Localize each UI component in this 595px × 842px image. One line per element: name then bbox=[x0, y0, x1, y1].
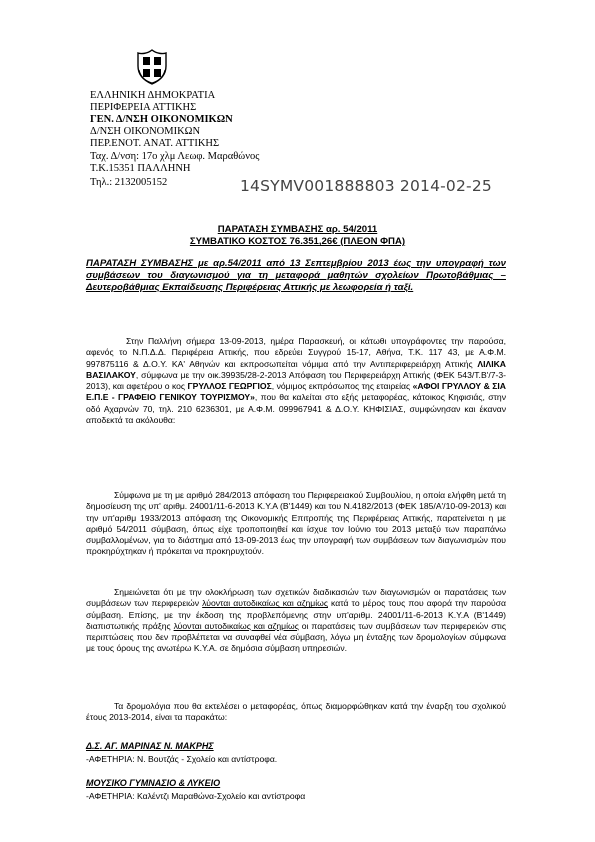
header-line-6: Ταχ. Δ/νση: 17ο χλμ Λεωφ. Μαραθώνος bbox=[90, 151, 260, 162]
para3-underline-2: λύονται αυτοδικαίως και αζημίως bbox=[173, 620, 299, 631]
ada-code: 14SYMV001888803 2014-02-25 bbox=[240, 177, 492, 195]
school-name: ΜΟΥΣΙΚΟ ΓΥΜΝΑΣΙΟ & ΛΥΚΕΙΟ bbox=[86, 778, 221, 788]
school-route: -ΑΦΕΤΗΡΙΑ: Ν. Βουτζάς - Σχολείο και αντίστροφα. bbox=[86, 754, 278, 764]
header-line-8: Τηλ.: 2132005152 bbox=[90, 177, 168, 188]
representative-name: ΛΙΛΙΚΑ ΒΑΣΙΛΑΚΟΥ bbox=[86, 358, 506, 380]
contract-cost: ΣΥΜΒΑΤΙΚΟ ΚΟΣΤΟΣ 76.351,26€ (ΠΛΕΟΝ ΦΠΑ) bbox=[189, 236, 406, 247]
header-line-4: Δ/ΝΣΗ ΟΙΚΟΝΟΜΙΚΩΝ bbox=[90, 126, 201, 137]
subject-heading: ΠΑΡΑΤΑΣΗ ΣΥΜΒΑΣΗΣ με αρ.54/2011 από 13 Σεπτεμβρίου 2013 έως την υπογραφή των συμβάσεων του διαγωνισμού για τη μεταφορά μαθητών σχολείων Πρωτοβάθμιας – Δευτεροβάθμιας Εκπαίδευσης Περιφέρειας Αττικής με λεωφορεία ή ταξί. bbox=[86, 258, 506, 293]
school-route: -ΑΦΕΤΗΡΙΑ: Καλέντζι Μαραθώνα-Σχολείο και αντίστροφα bbox=[86, 791, 306, 801]
para3-underline-1: λύονται αυτοδικαίως και αζημίως bbox=[202, 598, 328, 609]
paragraph-parties bbox=[86, 336, 506, 426]
para4-text: Τα δρομολόγια που θα εκτελέσει ο μεταφορέας, όπως διαμορφώθηκαν κατά την έναρξη του σχολικού έτους 2013-2014, είναι τα παρακάτω: bbox=[86, 701, 506, 723]
header-line-5: ΠΕΡ.ΕΝΟΤ. ΑΝΑΤ. ΑΤΤΙΚΗΣ bbox=[90, 138, 220, 149]
para3-text-b: κατά το μέρος τους που αφορά την παρούσα σύμβαση. Επίσης, με την έκδοση της προβλεπόμενης στην υπ'αριθμ. 24001/11-6-2013 Κ.Υ.Α (Β'1449) διαπιστωτικής πράξης bbox=[86, 598, 506, 631]
header-line-2: ΠΕΡΙΦΕΡΕΙΑ ΑΤΤΙΚΗΣ bbox=[90, 102, 197, 113]
company-name: «ΑΦΟΙ ΓΡΥΛΛΟΥ & ΣΙΑ Ε.Π.Ε - ΓΡΑΦΕΙΟ ΓΕΝΙΚΟΥ ΤΟΥΡΙΣΜΟΥ» bbox=[86, 381, 506, 403]
para1-text-d: , που θα καλείται στο εξής μεταφορέας, κάτοικος Κηφισιάς, στην οδό Αχαρνών 70, τηλ. 210 6236301, με Α.Φ.Μ. 099967941 & Δ.Ο.Υ. ΚΗΦΙΣΙΑΣ, συμφώνησαν και έκαναν αποδεκτά τα ακόλουθα: bbox=[86, 392, 506, 426]
school-name: Δ.Σ. ΑΓ. ΜΑΡΙΝΑΣ Ν. ΜΑΚΡΗΣ bbox=[86, 741, 214, 751]
header-line-3: ΓΕΝ. Δ/ΝΣΗ ΟΙΚΟΝΟΜΙΚΩΝ bbox=[90, 114, 233, 125]
paragraph-routes-intro bbox=[86, 701, 506, 724]
coat-of-arms-icon bbox=[135, 48, 169, 86]
paragraph-termination bbox=[86, 587, 506, 655]
para2-text: Σύμφωνα με τη με αριθμό 284/2013 απόφαση του Περιφερειακού Συμβουλίου, η οποία ελήφθη μετά τη δημοσίευση της υπ' αριθμ. 24001/11-6-2013 Κ.Υ.Α (Β'1449) και του Ν.4182/2013 (ΦΕΚ 185/Α'/10-09-2013) και την υπ'αριθμ 1933/2013 απόφαση της Οικονομικής Επιτροπής της Περιφέρειας Αττικής, παρατείνεται η με αριθμό 54/2011 σύμβαση, όπως είχε τροποποιηθεί και ίσχυε τον Ιούνιο του 2013 μεταξύ των παραπάνω συμβαλλομένων, για το διάστημα από 13-09-2013 έως την υπογραφή των συμβάσεων των διαγωνισμών που προκηρύχτηκαν ή πρόκειται να προκηρυχτούν. bbox=[86, 490, 506, 557]
contractor-name: ΓΡΥΛΛΟΣ ΓΕΩΡΓΙΟΣ bbox=[187, 381, 272, 392]
para1-text-c: , νόμιμος εκπρόσωπος της εταιρείας bbox=[271, 381, 413, 392]
para3-text-a: Σημειώνεται ότι με την ολοκλήρωση των σχετικών διαδικασιών των διαγωνισμών οι παρατάσεις των συμβάσεων των περιφερειών bbox=[86, 587, 506, 609]
para1-text-a: Στην Παλλήνη σήμερα 13-09-2013, ημέρα Παρασκευή, οι κάτωθι υπογράφοντες την παρούσα, αφενός το Ν.Π.Δ.Δ. Περιφέρεια Αττικής, που εδρεύει Συγγρού 15-17, Αθήνα, Τ.Κ. 117 43, με Α.Φ.Μ. 997875116 & Δ.Ο.Υ. ΚΑ' Αθηνών και εκπροσωπείται νόμιμα από την Αντιπεριφερειάρχη Αττικής bbox=[86, 336, 506, 369]
paragraph-extension bbox=[86, 490, 506, 558]
document-title: ΠΑΡΑΤΑΣΗ ΣΥΜΒΑΣΗΣ αρ. 54/2011 bbox=[217, 224, 378, 235]
header-line-7: Τ.Κ.15351 ΠΑΛΛΗΝΗ bbox=[90, 163, 191, 174]
para3-text-c: οι παρατάσεις των συμβάσεων των περιφερειών στις περιπτώσεις που δεν προβλέπεται να συναφθεί νέα σύμβαση, λόγω μη ένταξης των δρομολογίων σύμφωνα με τους όρους της ανωτέρω Κ.Υ.Α. σε δημόσια σύμβαση υπηρεσιών. bbox=[86, 620, 506, 654]
header-line-1: ΕΛΛΗΝΙΚΗ ΔΗΜΟΚΡΑΤΙΑ bbox=[90, 90, 216, 101]
para1-text-b: , σύμφωνα με την οικ.39935/28-2-2013 Απόφαση του Περιφερειάρχη Αττικής (ΦΕΚ 543/Τ.Β'/7-3-2013), και αφετέρου ο κος bbox=[86, 369, 506, 392]
